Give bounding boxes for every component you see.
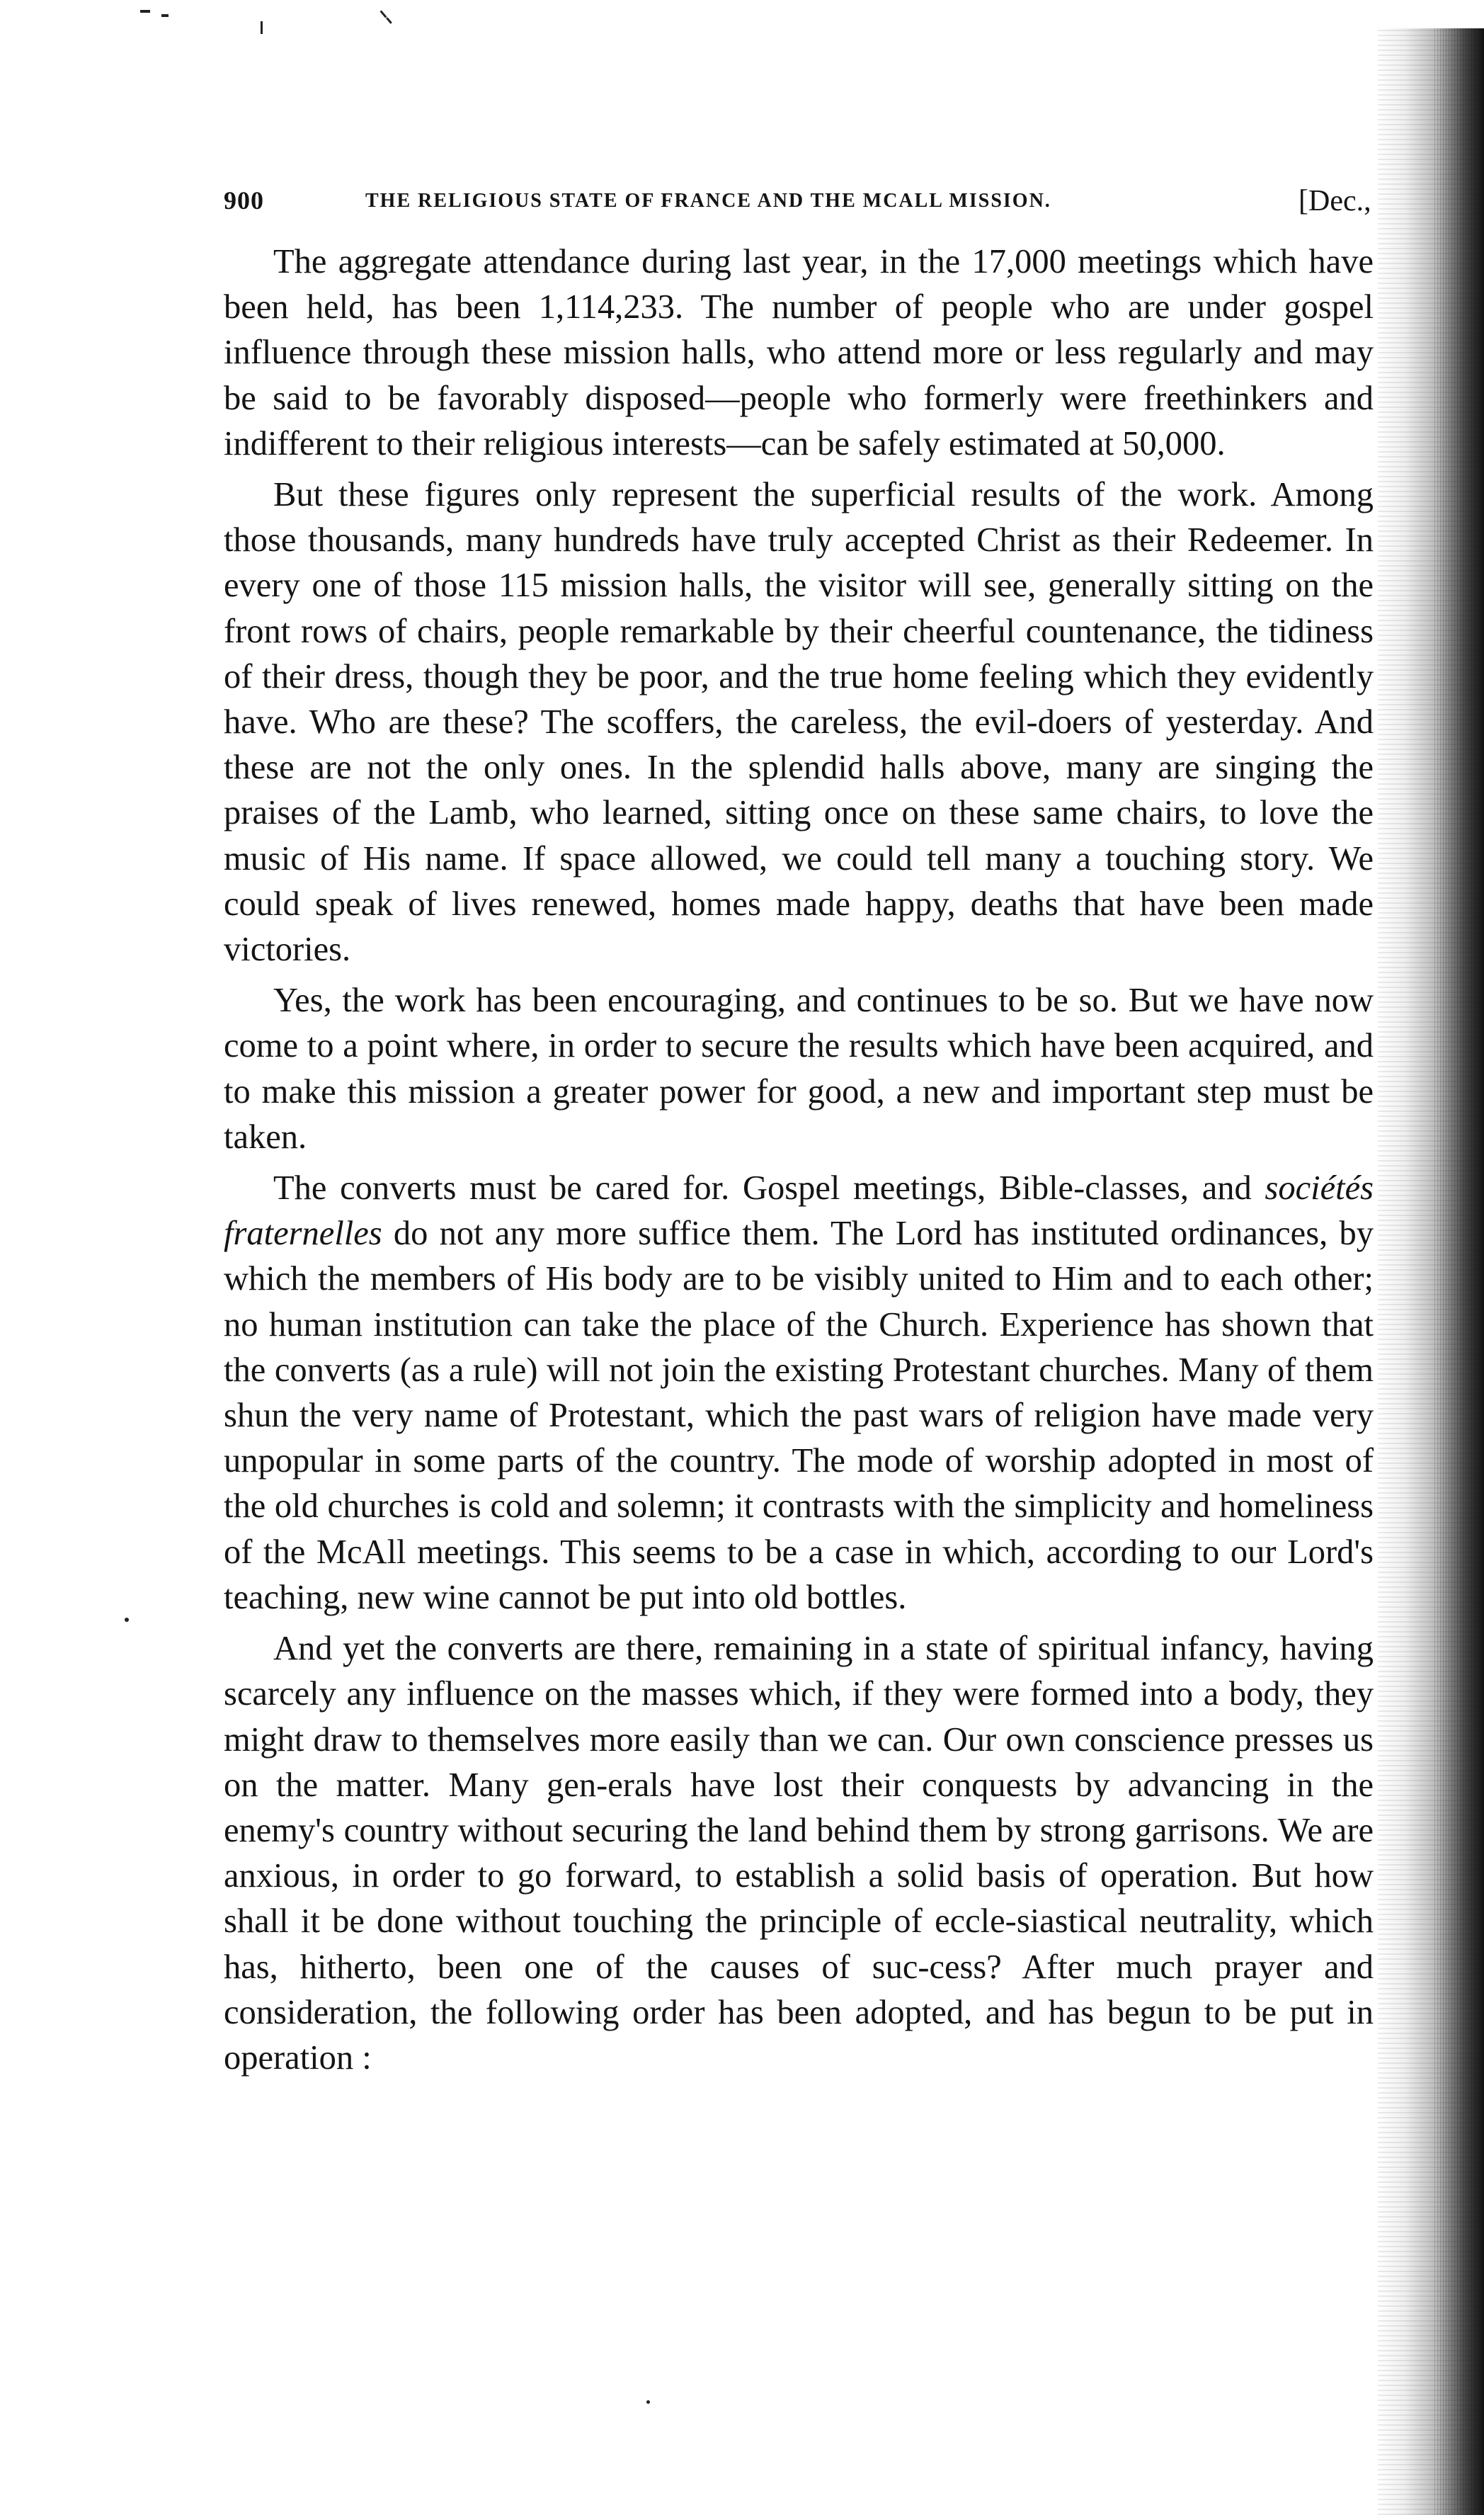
scan-speck (125, 1618, 129, 1622)
scan-mark (379, 10, 387, 18)
scan-mark (161, 14, 169, 17)
scan-speck (646, 2400, 650, 2404)
page-number: 900 (224, 186, 264, 215)
paragraph-encouraging: Yes, the work has been encouraging, and continues to be so. But we have now come to a point where, in order to secure the results which have been acquired, and to make this mission a greater power for good, a new and important step must be taken. (224, 982, 1374, 1156)
running-header (224, 186, 1406, 222)
body-text (224, 239, 1374, 2087)
running-title: THE RELIGIOUS STATE OF FRANCE AND THE MCALL MISSION. (365, 190, 1051, 212)
scan-mark (261, 21, 263, 34)
paragraph-converts-end: do not any more suffice them. The Lord has instituted ordinances, by which the members of His body are to be visibly united to Him and to each other; no human institution can take the place of the Church. Experience has shown that the converts (as a rule) will not join the existing Protestant churches. Many of them shun the very name of Protestant, which the past wars of religion have made very unpopular in some parts of the country. The mode of worship adopted in most of the old churches is cold and solemn; it contrasts with the simplicity and homeliness of the McAll meetings. This seems to be a case in which, according to our Lord's teaching, new wine cannot be put into old bottles. (224, 1215, 1374, 1616)
paragraph-converts (224, 1166, 1374, 1620)
paragraph-attendance: The aggregate attendance during last year, in the 17,000 meetings which have been held, has been 1,114,233. The number of people who are under gospel influence through these mission halls, who attend more or less regularly and may be said to be favorably disposed—people who formerly were freethinkers and indifferent to their religious interests—can be safely estimated at 50,000. (224, 243, 1374, 462)
scan-mark (386, 17, 392, 24)
paragraph-converts-start: The converts must be cared for. Gospel meetings, Bible-classes, and (273, 1169, 1265, 1208)
scan-mark (140, 10, 150, 13)
binding-texture (1434, 28, 1477, 2515)
paragraph-results: But these figures only represent the superficial results of the work. Among those thousands, many hundreds have truly accepted Christ as their Redeemer. In every one of those 115 mission halls, the visitor will see, generally sitting on the front rows of chairs, people remarkable by their cheerful countenance, the tidiness of their dress, though they be poor, and the true home feeling which they evidently have. Who are these? The scoffers, the careless, the evil-doers of yesterday. And these are not the only ones. In the splendid halls above, many are singing the praises of the Lamb, who learned, sitting once on these same chairs, to love the music of His name. If space allowed, we could tell many a touching story. We could speak of lives renewed, homes made happy, deaths that have been made victories. (224, 476, 1374, 969)
italic-term: sociétés fraternelles (224, 1169, 1374, 1253)
section-reference: [Dec., (1298, 185, 1371, 217)
paragraph-infancy: And yet the converts are there, remaining in a state of spiritual infancy, having scarcely any influence on the masses which, if they were formed into a body, they might draw to themselves more easily than we can. Our own conscience presses us on the matter. Many gen-erals have lost their conquests by advancing in the enemy's country without securing the land behind them by strong garrisons. We are anxious, in order to go forward, to establish a solid basis of operation. But how shall it be done without touching the principle of eccle-siastical neutrality, which has, hitherto, been one of the causes of suc-cess? After much prayer and consideration, the following order has been adopted, and has begun to be put in operation : (224, 1630, 1374, 2077)
